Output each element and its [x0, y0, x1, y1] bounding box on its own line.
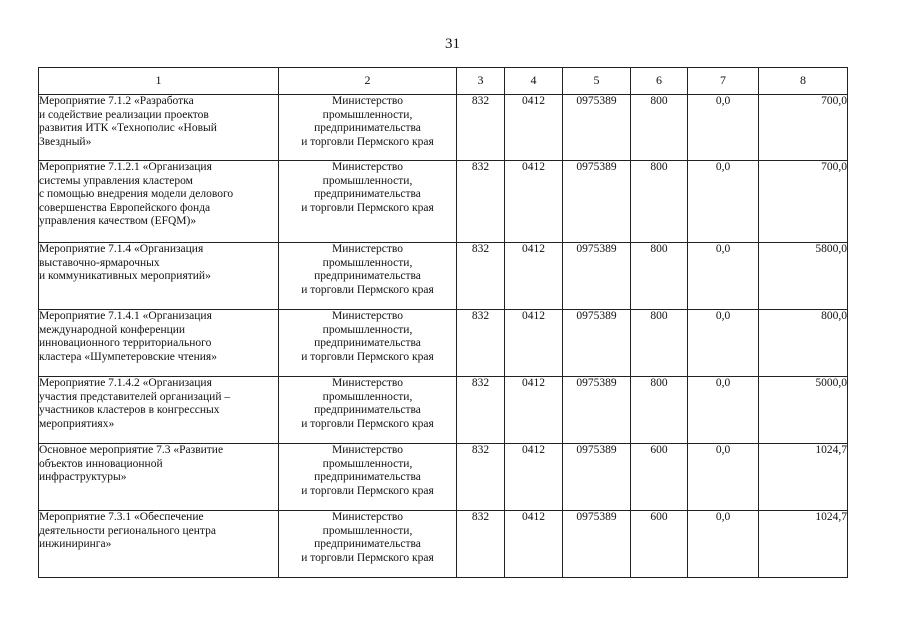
- target-code-cell: 0975389: [563, 243, 631, 310]
- activity-name-line: участия представителей организаций –: [39, 390, 231, 403]
- activity-name-cell: [39, 243, 279, 310]
- value-col8-cell: 1024,7: [759, 511, 848, 578]
- header-cell-7: 7: [688, 68, 759, 95]
- ministry-line: Министерство: [332, 511, 403, 523]
- expense-type-cell: 800: [631, 161, 688, 243]
- ministry-line: Министерство: [332, 310, 403, 322]
- ministry-line: и торговли Пермского края: [301, 350, 434, 363]
- ministry-cell: [279, 95, 457, 161]
- activity-name-cell: [39, 95, 279, 161]
- activity-name-line: выставочно-ярмарочных: [39, 256, 160, 269]
- expense-type-cell: 800: [631, 95, 688, 161]
- activity-name-cell: [39, 444, 279, 511]
- table-row: [39, 377, 848, 444]
- header-row: [39, 68, 848, 95]
- activity-name-line: инфраструктуры»: [39, 471, 127, 483]
- activity-name-line: участников кластеров в конгрессных: [39, 404, 220, 416]
- ministry-line: промышленности,: [322, 174, 413, 187]
- value-col8-cell: 5000,0: [759, 377, 848, 444]
- activity-name-line: Звездный»: [39, 135, 92, 148]
- activity-name-cell: [39, 511, 279, 578]
- value-col7-cell: 0,0: [688, 310, 759, 377]
- target-code-cell: 0975389: [563, 511, 631, 578]
- ministry-cell: [279, 377, 457, 444]
- value-col7-cell: 0,0: [688, 377, 759, 444]
- section-code-cell: 0412: [505, 95, 563, 161]
- expense-type-cell: 800: [631, 243, 688, 310]
- admin-code-cell: 832: [457, 243, 505, 310]
- header-cell-2: 2: [279, 68, 457, 95]
- ministry-line: и торговли Пермского края: [301, 283, 434, 296]
- ministry-line: предпринимательства: [314, 270, 421, 282]
- admin-code-cell: 832: [457, 95, 505, 161]
- ministry-line: предпринимательства: [314, 188, 421, 200]
- ministry-line: предпринимательства: [314, 471, 421, 483]
- activity-name-line: системы управления кластером: [39, 174, 193, 187]
- activity-name-line: Основное мероприятие 7.3 «Развитие: [39, 444, 224, 456]
- activity-name-line: Мероприятие 7.1.4.2 «Организация: [39, 377, 212, 389]
- ministry-line: промышленности,: [322, 108, 413, 121]
- admin-code-cell: 832: [457, 377, 505, 444]
- activity-name-line: Мероприятие 7.1.2.1 «Организация: [39, 161, 212, 173]
- table-row: [39, 310, 848, 377]
- section-code-cell: 0412: [505, 161, 563, 243]
- ministry-line: промышленности,: [322, 323, 413, 336]
- ministry-line: и торговли Пермского края: [301, 135, 434, 148]
- activity-name-line: объектов инновационной: [39, 457, 163, 470]
- ministry-cell: [279, 444, 457, 511]
- table-row: [39, 95, 848, 161]
- activity-name-line: деятельности регионального центра: [39, 524, 216, 537]
- ministry-line: промышленности,: [322, 256, 413, 269]
- ministry-line: предпринимательства: [314, 337, 421, 349]
- ministry-line: Министерство: [332, 161, 403, 173]
- value-col7-cell: 0,0: [688, 95, 759, 161]
- activity-name-line: мероприятиях»: [39, 417, 115, 430]
- header-cell-8: 8: [759, 68, 848, 95]
- ministry-line: промышленности,: [322, 390, 413, 403]
- target-code-cell: 0975389: [563, 310, 631, 377]
- ministry-line: промышленности,: [322, 457, 413, 470]
- activity-name-line: международной конференции: [39, 323, 186, 336]
- ministry-line: и торговли Пермского края: [301, 201, 434, 214]
- activity-name-line: управления качеством (EFQM)»: [39, 215, 197, 227]
- activity-name-line: Мероприятие 7.1.4 «Организация: [39, 243, 204, 255]
- activity-name-line: инновационного территориального: [39, 337, 212, 349]
- ministry-line: и торговли Пермского края: [301, 551, 434, 564]
- ministry-cell: [279, 161, 457, 243]
- ministry-cell: [279, 243, 457, 310]
- activity-name-cell: [39, 161, 279, 243]
- expense-type-cell: 800: [631, 310, 688, 377]
- target-code-cell: 0975389: [563, 95, 631, 161]
- header-cell-1: 1: [39, 68, 279, 95]
- admin-code-cell: 832: [457, 444, 505, 511]
- table-row: [39, 444, 848, 511]
- activity-name-line: с помощью внедрения модели делового: [39, 188, 234, 200]
- expense-type-cell: 600: [631, 444, 688, 511]
- activity-name-line: развития ИТК «Технополис «Новый: [39, 122, 217, 134]
- table-row: [39, 243, 848, 310]
- admin-code-cell: 832: [457, 511, 505, 578]
- activity-name-line: инжиниринга»: [39, 538, 112, 550]
- ministry-line: Министерство: [332, 444, 403, 456]
- ministry-line: промышленности,: [322, 524, 413, 537]
- section-code-cell: 0412: [505, 444, 563, 511]
- activity-name-line: кластера «Шумпетеровские чтения»: [39, 350, 217, 363]
- header-cell-5: 5: [563, 68, 631, 95]
- header-cell-3: 3: [457, 68, 505, 95]
- activity-name-cell: [39, 310, 279, 377]
- ministry-line: Министерство: [332, 95, 403, 107]
- table-row: [39, 161, 848, 243]
- ministry-line: и торговли Пермского края: [301, 417, 434, 430]
- ministry-cell: [279, 310, 457, 377]
- value-col8-cell: 1024,7: [759, 444, 848, 511]
- admin-code-cell: 832: [457, 310, 505, 377]
- ministry-line: Министерство: [332, 377, 403, 389]
- activity-name-line: Мероприятие 7.1.2 «Разработка: [39, 95, 194, 107]
- value-col8-cell: 5800,0: [759, 243, 848, 310]
- header-cell-4: 4: [505, 68, 563, 95]
- expense-type-cell: 600: [631, 511, 688, 578]
- value-col7-cell: 0,0: [688, 243, 759, 310]
- section-code-cell: 0412: [505, 310, 563, 377]
- activity-name-cell: [39, 377, 279, 444]
- activity-name-line: совершенства Европейского фонда: [39, 201, 211, 214]
- ministry-line: и торговли Пермского края: [301, 484, 434, 497]
- activity-name-line: Мероприятие 7.3.1 «Обеспечение: [39, 511, 204, 523]
- target-code-cell: 0975389: [563, 161, 631, 243]
- ministry-line: предпринимательства: [314, 538, 421, 550]
- page-number: 31: [445, 36, 460, 52]
- value-col8-cell: 700,0: [759, 161, 848, 243]
- table-row: [39, 511, 848, 578]
- activity-name-line: и содействие реализации проектов: [39, 108, 209, 121]
- ministry-cell: [279, 511, 457, 578]
- activity-name-line: Мероприятие 7.1.4.1 «Организация: [39, 310, 212, 322]
- section-code-cell: 0412: [505, 243, 563, 310]
- section-code-cell: 0412: [505, 377, 563, 444]
- target-code-cell: 0975389: [563, 444, 631, 511]
- expense-type-cell: 800: [631, 377, 688, 444]
- value-col7-cell: 0,0: [688, 511, 759, 578]
- admin-code-cell: 832: [457, 161, 505, 243]
- target-code-cell: 0975389: [563, 377, 631, 444]
- header-cell-6: 6: [631, 68, 688, 95]
- value-col7-cell: 0,0: [688, 444, 759, 511]
- ministry-line: предпринимательства: [314, 404, 421, 416]
- section-code-cell: 0412: [505, 511, 563, 578]
- value-col7-cell: 0,0: [688, 161, 759, 243]
- value-col8-cell: 800,0: [759, 310, 848, 377]
- value-col8-cell: 700,0: [759, 95, 848, 161]
- ministry-line: предпринимательства: [314, 122, 421, 134]
- activity-name-line: и коммуникативных мероприятий»: [39, 270, 211, 282]
- budget-table: [38, 67, 848, 578]
- ministry-line: Министерство: [332, 243, 403, 255]
